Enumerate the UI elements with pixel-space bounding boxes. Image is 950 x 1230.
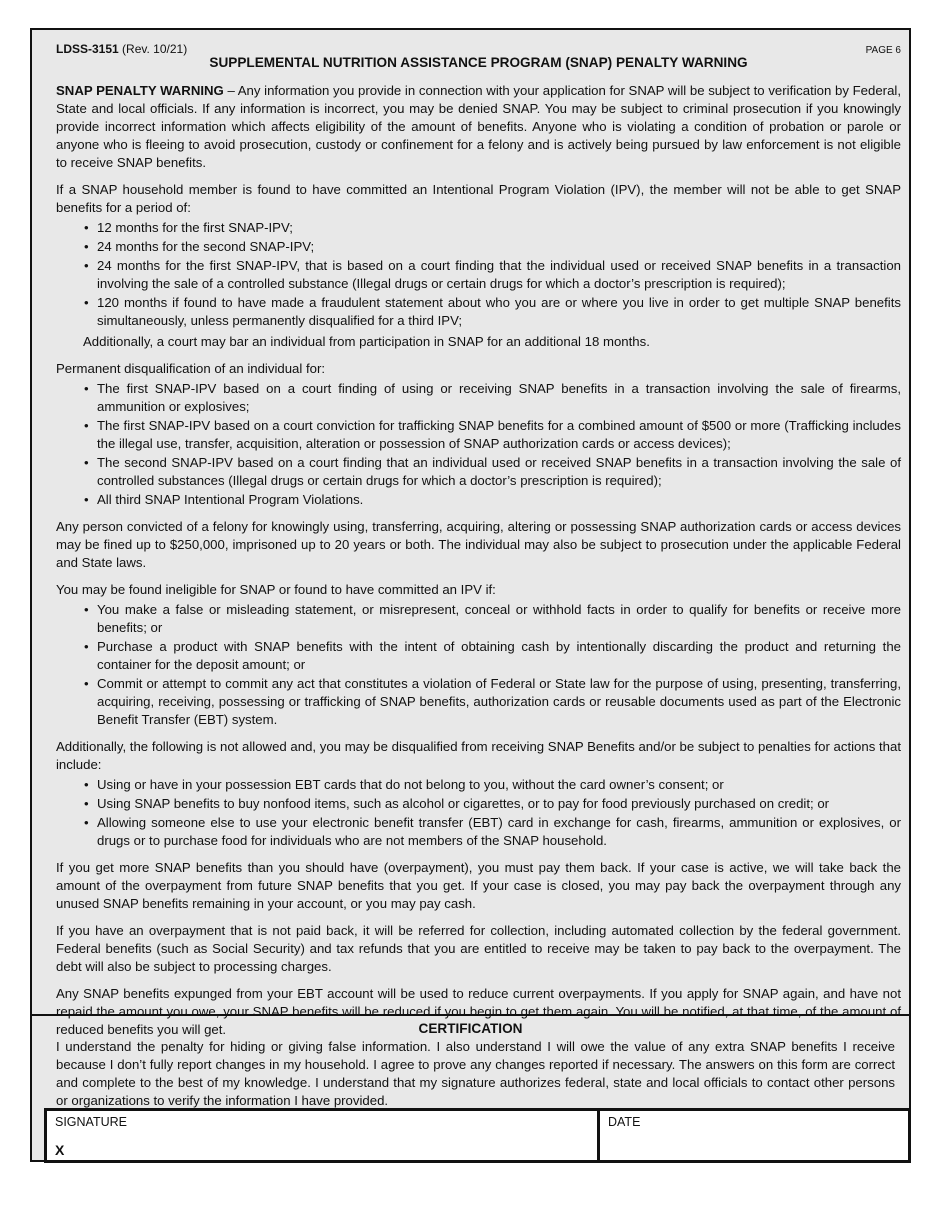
expunged-paragraph: Any SNAP benefits expunged from your EBT account will be used to reduce current overpayments. If you apply for SNAP again, and have not repaid the amount you owe, your SNAP benefits will be reduced if you begin to get them again. You will be notified, at that time, of the amount of reduced benefits you will get. xyxy=(56,986,901,1037)
list-item: • The first SNAP-IPV based on a court conviction for trafficking SNAP benefits for a combined amount of $500 or more (Trafficking includes the illegal use, transfer, acquisition, alteration or possession of SNAP authorization cards or access devices); xyxy=(97,417,901,453)
list-item: • All third SNAP Intentional Program Violations. xyxy=(97,491,901,509)
form-page xyxy=(30,28,911,1162)
list-item: • Using or have in your possession EBT cards that do not belong to you, without the card owner’s consent; or xyxy=(97,776,901,794)
page-number: PAGE 6 xyxy=(865,45,901,56)
list-item: • Commit or attempt to commit any act that constitutes a violation of Federal or State law for the purpose of using, presenting, transferring, acquiring, receiving, possessing or trafficking of SNAP benefits, authorization cards or reusable documents used as part of the Electronic Benefit Transfer (EBT) system. xyxy=(97,675,901,729)
form-id: LDSS-3151 (Rev. 10/21) xyxy=(56,42,188,56)
collection-paragraph: If you have an overpayment that is not paid back, it will be referred for collection, including automated collection by the federal government. Federal benefits (such as Social Security) and tax refunds that you are entitled to receive may be taken to pay back to the overpayment. The debt will also be subject to processing charges. xyxy=(56,923,901,974)
list-item: • The first SNAP-IPV based on a court finding of using or receiving SNAP benefits in a transaction involving the sale of firearms, ammunition or explosives; xyxy=(97,380,901,416)
certification-text: I understand the penalty for hiding or giving false information. I also understand I will owe the value of any extra SNAP benefits I receive because I don’t fully report changes in my household. I agree to prove any changes reported if necessary. The answers on this form are correct and complete to the best of my knowledge. I understand that my signature authorizes federal, state and local officials to contact other persons or organizations to verify the information I have provided. xyxy=(56,1039,895,1108)
signature-field[interactable] xyxy=(47,1111,600,1160)
ipv-additional: Additionally, a court may bar an individual from participation in SNAP for an additional 18 months. xyxy=(83,334,650,349)
permanent-list xyxy=(56,380,901,509)
list-item: • Using SNAP benefits to buy nonfood items, such as alcohol or cigarettes, or to pay for food previously purchased on credit; or xyxy=(97,795,901,813)
certification-section xyxy=(32,1014,909,1110)
not-allowed-list xyxy=(56,776,901,850)
form-body xyxy=(32,30,909,1039)
list-item: • 24 months for the second SNAP-IPV; xyxy=(97,238,901,256)
certification-title: CERTIFICATION xyxy=(418,1021,523,1036)
list-item: • 120 months if found to have made a fraudulent statement about who you are or where you live in order to get multiple SNAP benefits simultaneously, unless permanently disqualified for a third IPV; xyxy=(97,294,901,330)
page-title: SUPPLEMENTAL NUTRITION ASSISTANCE PROGRAM (SNAP) PENALTY WARNING xyxy=(209,55,748,70)
ipv-list xyxy=(56,219,901,330)
list-item: • You make a false or misleading statement, or misrepresent, conceal or withhold facts in order to qualify for benefits or receive more benefits; or xyxy=(97,601,901,637)
felony-paragraph: Any person convicted of a felony for knowingly using, transferring, acquiring, altering or possessing SNAP authorization cards or access devices may be fined up to $250,000, imprisoned up to 20 years or both. The individual may also be subject to prosecution under the applicable Federal and State laws. xyxy=(56,519,901,570)
date-label: DATE xyxy=(608,1115,641,1129)
permanent-intro: Permanent disqualification of an individual for: xyxy=(56,361,326,376)
not-allowed-intro: Additionally, the following is not allowed and, you may be disqualified from receiving SNAP Benefits and/or be subject to penalties for actions that include: xyxy=(56,739,901,772)
ineligible-list xyxy=(56,601,901,729)
penalty-warning-paragraph: SNAP PENALTY WARNING – Any information you provide in connection with your application for SNAP will be subject to verification by Federal, State and local officials. If any information is incorrect, you may be denied SNAP. You may be subject to criminal prosecution if you knowingly provide incorrect information which affects eligibility of the amount of benefits. Anyone who is violating a condition of probation or parole or anyone who is fleeing to avoid prosecution, custody or confinement for a felony and is actively being pursued by law enforcement is not eligible to receive SNAP benefits. xyxy=(56,83,901,170)
list-item: • Allowing someone else to use your electronic benefit transfer (EBT) card in exchange for cash, firearms, ammunition or explosives, or drugs or to purchase food for individuals who are not members of the SNAP household. xyxy=(97,814,901,850)
signature-row xyxy=(44,1108,911,1163)
overpayment-paragraph: If you get more SNAP benefits than you should have (overpayment), you must pay them back. If your case is active, we will take back the amount of the overpayment from future SNAP benefits that you get. If your case is closed, you may pay back the overpayment through any unused SNAP benefits remaining in your account, or you may pay cash. xyxy=(56,860,901,911)
date-field[interactable] xyxy=(600,1111,908,1160)
header-line xyxy=(56,40,901,54)
list-item: • 12 months for the first SNAP-IPV; xyxy=(97,219,901,237)
ipv-intro: If a SNAP household member is found to have committed an Intentional Program Violation (IPV), the member will not be able to get SNAP benefits for a period of: xyxy=(56,182,901,215)
list-item: • The second SNAP-IPV based on a court finding that an individual used or received SNAP benefits in a transaction involving the sale of controlled substances (Illegal drugs or certain drugs for which a doctor’s prescription is required); xyxy=(97,454,901,490)
list-item: • Purchase a product with SNAP benefits with the intent of obtaining cash by intentionally discarding the product and returning the container for the deposit amount; or xyxy=(97,638,901,674)
list-item: • 24 months for the first SNAP-IPV, that is based on a court finding that the individual used or received SNAP benefits in a transaction involving the sale of a controlled substance (Illegal drugs or certain drugs for which a doctor’s prescription is required); xyxy=(97,257,901,293)
signature-x-mark: X xyxy=(55,1142,65,1158)
ineligible-intro: You may be found ineligible for SNAP or found to have committed an IPV if: xyxy=(56,582,496,597)
signature-label: SIGNATURE xyxy=(55,1115,127,1129)
